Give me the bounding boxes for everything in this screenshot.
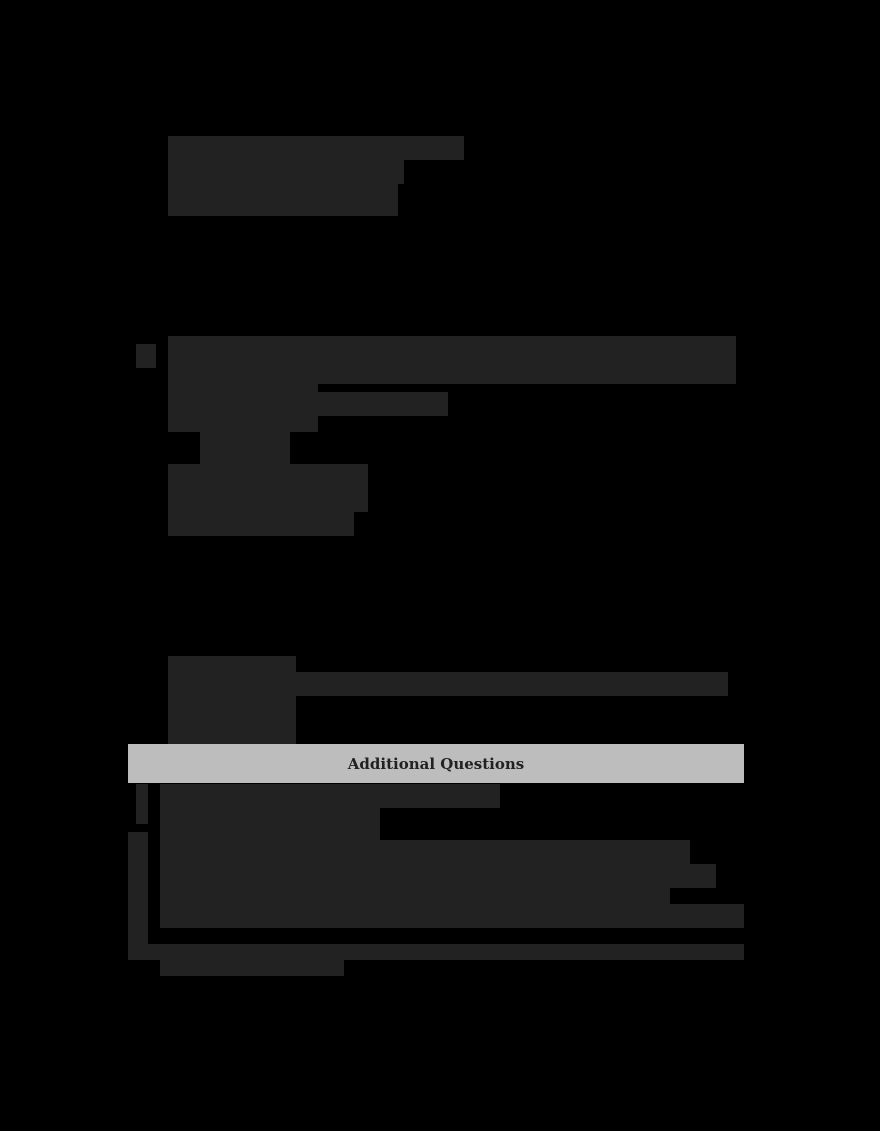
redacted-text-block <box>160 784 500 808</box>
redacted-text-block <box>168 656 296 746</box>
redacted-text-block <box>296 672 728 696</box>
redacted-text-block <box>144 944 744 960</box>
question-number-redacted <box>128 832 148 942</box>
redacted-text-block <box>168 336 736 384</box>
redacted-text-block <box>318 392 448 416</box>
question-number-redacted <box>136 344 156 368</box>
redacted-text-block <box>168 184 398 216</box>
redacted-text-block <box>200 432 290 464</box>
redacted-text-block <box>160 960 344 976</box>
redacted-text-block <box>168 160 404 184</box>
section-header-title: Additional Questions <box>347 754 525 773</box>
section-header-bar <box>128 744 744 783</box>
redacted-text-block <box>160 904 744 928</box>
redacted-text-block <box>168 384 318 432</box>
redacted-text-block <box>168 512 354 536</box>
redacted-text-block <box>160 864 716 888</box>
question-number-redacted <box>136 784 148 824</box>
redacted-text-block <box>160 840 690 864</box>
redacted-text-block <box>160 808 380 840</box>
redacted-text-block <box>168 464 368 512</box>
redacted-text-block <box>168 136 464 160</box>
